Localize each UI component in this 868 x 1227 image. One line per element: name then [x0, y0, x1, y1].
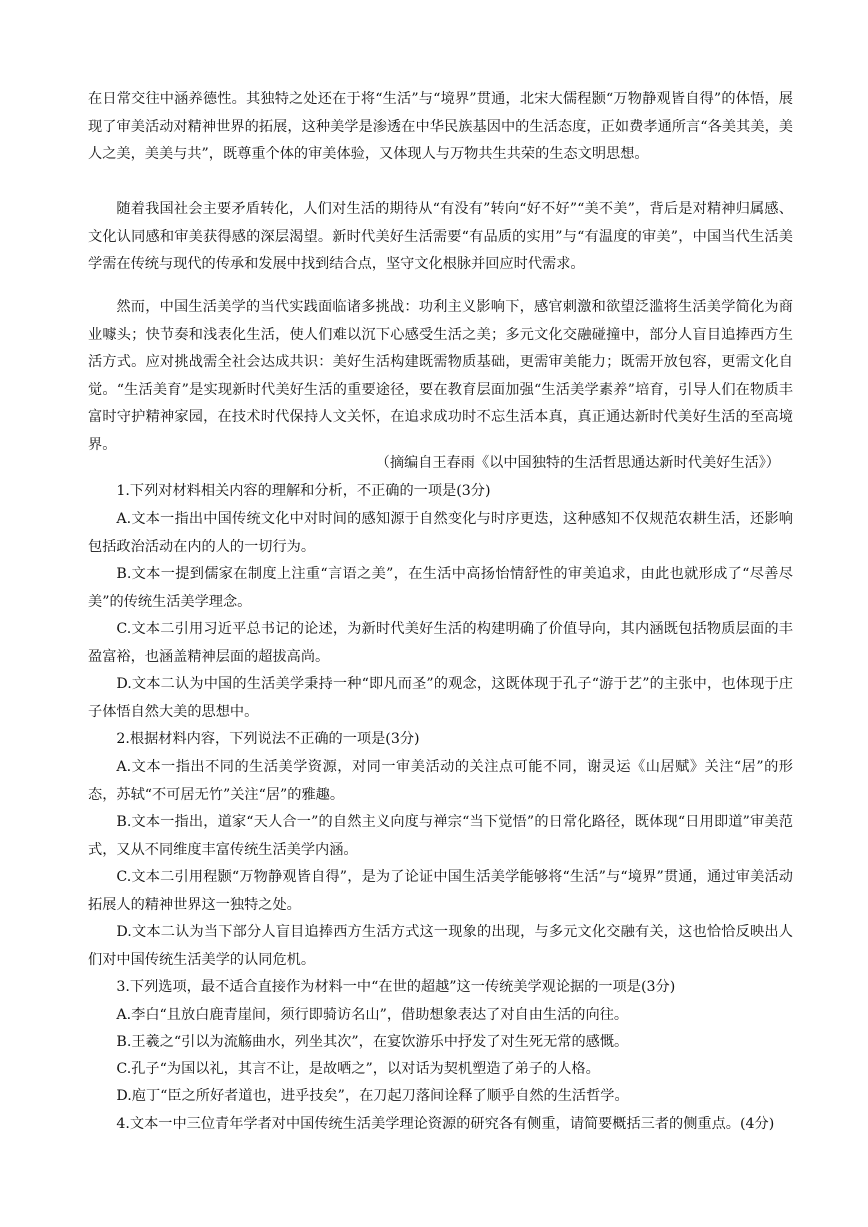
passage-paragraph-2: 随着我国社会主要矛盾转化，人们对生活的期待从“有没有”转向“好不好”“美不美”，背后是对精神归属感、文化认同感和审美获得感的深层渴望。新时代美好生活需要“有品质的实用”与“有温度的审美”，中国当代生活美学需在传统与现代的传承和发展中找到结合点，坚守文化根脉并回应时代需求。: [88, 201, 793, 272]
passage-paragraph-1: 在日常交往中涵养德性。其独特之处还在于将“生活”与“境界”贯通，北宋大儒程颢“万物静观皆自得”的体悟，展现了审美活动对精神世界的拓展，这种美学是渗透在中华民族基因中的生活态度，正如费孝通所言“各美其美，美人之美，美美与共”，既尊重个体的审美体验，又体现人与万物共生共荣的生态文明思想。: [88, 91, 793, 162]
question-4-stem: 4.文本一中三位青年学者对中国传统生活美学理论资源的研究各有侧重，请简要概括三者的侧重点。(4分): [116, 1116, 775, 1132]
question-2-option-d: D.文本二认为当下部分人盲目追捧西方生活方式这一现象的出现，与多元文化交融有关，这也恰恰反映出人们对中国传统生活美学的认同危机。: [88, 924, 793, 968]
passage-paragraph-3: 然而，中国生活美学的当代实践面临诸多挑战：功利主义影响下，感官刺激和欲望泛滥将生活美学简化为商业噱头；快节奏和浅表化生活，使人们难以沉下心感受生活之美；多元文化交融碰撞中，部分人盲目追捧西方生活方式。应对挑战需全社会达成共识：美好生活构建既需物质基础，更需审美能力；既需开放包容，更需文化自觉。“生活美育”是实现新时代美好生活的重要途径，要在教育层面加强“生活美学素养”培育，引导人们在物质丰富时守护精神家园，在技术时代保持人文关怀，在追求成功时不忘生活本真，真正通达新时代美好生活的至高境界。: [88, 299, 793, 453]
passage-source: （摘编自王春雨《以中国独特的生活哲思通达新时代美好生活》）: [375, 455, 780, 471]
question-3-option-b: B.王羲之“引以为流觞曲水，列坐其次”，在宴饮游乐中抒发了对生死无常的感慨。: [116, 1034, 629, 1050]
question-3-stem: 3.下列选项，最不适合直接作为材料一中“在世的超越”这一传统美学观论据的一项是(3分): [116, 979, 676, 995]
question-2-option-b: B.文本一指出，道家“天人合一”的自然主义向度与禅宗“当下觉悟”的日常化路径，既体现“日用即道”审美范式，又从不同维度丰富传统生活美学内涵。: [88, 814, 793, 858]
question-1-stem: 1.下列对材料相关内容的理解和分析，不正确的一项是(3分): [116, 483, 491, 499]
question-1-option-b: B.文本一提到儒家在制度上注重“言语之美”，在生活中高扬怡情舒性的审美追求，由此也就形成了“尽善尽美”的传统生活美学理念。: [88, 566, 793, 610]
question-3-option-c: C.孔子“为国以礼，其言不让，是故哂之”，以对话为契机塑造了弟子的人格。: [116, 1061, 600, 1077]
question-2-option-a: A.文本一指出不同的生活美学资源，对同一审美活动的关注点可能不同，谢灵运《山居赋》关注“居”的形态，苏轼“不可居无竹”关注“居”的雅趣。: [88, 759, 793, 803]
question-3-option-a: A.李白“且放白鹿青崖间，须行即骑访名山”，借助想象表达了对自由生活的向往。: [116, 1007, 629, 1023]
question-1-option-d: D.文本二认为中国的生活美学秉持一种“即凡而圣”的观念，这既体现于孔子“游于艺”的主张中，也体现于庄子体悟自然大美的思想中。: [88, 676, 793, 720]
question-3-option-d: D.庖丁“臣之所好者道也，进乎技矣”，在刀起刀落间诠释了顺乎自然的生活哲学。: [116, 1088, 629, 1104]
question-2-option-c: C.文本二引用程颢“万物静观皆自得”，是为了论证中国生活美学能够将“生活”与“境界”贯通，通过审美活动拓展人的精神世界这一独特之处。: [88, 869, 793, 913]
question-1-option-c: C.文本二引用习近平总书记的论述，为新时代美好生活的构建明确了价值导向，其内涵既包括物质层面的丰盈富裕，也涵盖精神层面的超拔高尚。: [88, 621, 793, 665]
question-1-option-a: A.文本一指出中国传统文化中对时间的感知源于自然变化与时序更迭，这种感知不仅规范农耕生活，还影响包括政治活动在内的人的一切行为。: [88, 511, 793, 555]
question-2-stem: 2.根据材料内容，下列说法不正确的一项是(3分): [116, 731, 420, 747]
